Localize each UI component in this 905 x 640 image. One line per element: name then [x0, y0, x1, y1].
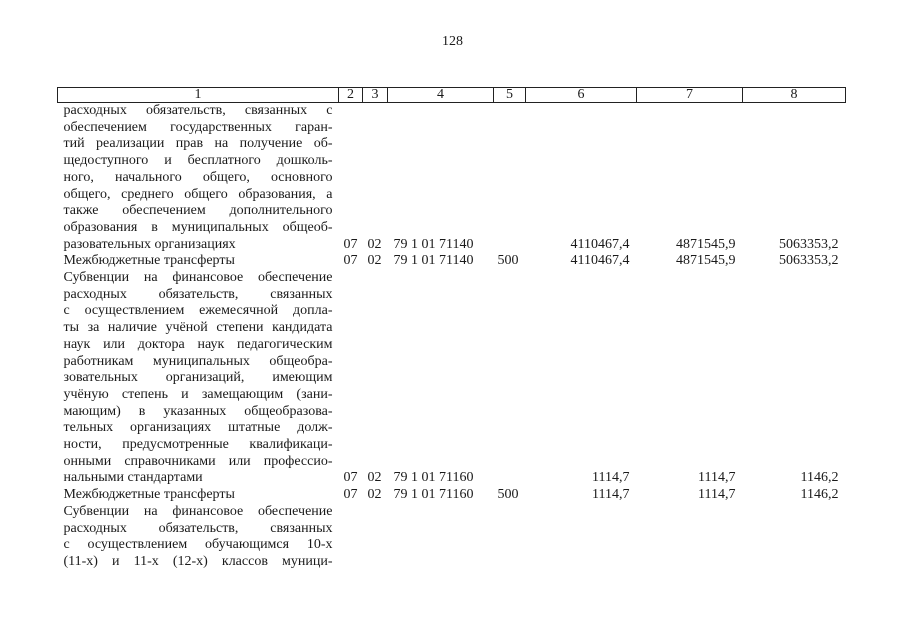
description-line: общего, среднего общего образования, а — [63, 186, 333, 202]
subsection-code: 02 — [367, 487, 382, 503]
description-line: Субвенции на финансовое обеспечение — [63, 503, 333, 519]
page-number: 128 — [442, 34, 463, 49]
expense-type-code — [494, 103, 526, 254]
description-line: ты за наличие учёной степени кандидата — [63, 320, 333, 336]
target-article-code: 79 1 01 71140 — [393, 253, 474, 269]
description-line: также обеспечением дополнительного — [63, 203, 333, 219]
description-line: расходных обязательств, связанных с — [63, 103, 333, 118]
amount-year-3: 1146,2 — [800, 487, 839, 503]
amount-year-2: 1114,7 — [698, 487, 736, 503]
description-line: расходных обязательств, связанных — [63, 520, 333, 536]
target-article-code: 79 1 01 71160 — [393, 470, 474, 486]
table-row — [58, 487, 846, 504]
description-line: Межбюджетные трансферты — [63, 487, 235, 503]
subsection-code — [363, 504, 388, 571]
target-article-code — [388, 504, 494, 571]
table-row — [58, 270, 846, 487]
row-description — [58, 253, 339, 270]
header-col-3: 3 — [363, 88, 388, 103]
budget-table — [57, 87, 846, 571]
row-description — [58, 103, 339, 254]
description-line: работникам муниципальных общеобра- — [63, 353, 333, 369]
header-col-6: 6 — [526, 88, 637, 103]
amount-year-1 — [526, 504, 637, 571]
header-col-5: 5 — [494, 88, 526, 103]
description-line: расходных обязательств, связанных — [63, 286, 333, 302]
description-line: Межбюджетные трансферты — [63, 253, 235, 269]
description-line: разовательных организациях — [63, 236, 236, 252]
amount-year-2: 4871545,9 — [676, 236, 736, 252]
table-row — [58, 103, 846, 254]
header-col-4: 4 — [388, 88, 494, 103]
expense-type-code: 500 — [497, 487, 519, 503]
description-line: тий реализации прав на получение об- — [63, 136, 333, 152]
header-col-2: 2 — [339, 88, 363, 103]
expense-type-code — [494, 270, 526, 487]
header-row — [58, 88, 846, 103]
subsection-code: 02 — [367, 236, 382, 252]
section-code — [339, 504, 363, 571]
description-line: тельных организациях штатные долж- — [63, 420, 333, 436]
amount-year-3: 1146,2 — [800, 470, 839, 486]
subsection-code: 02 — [367, 470, 382, 486]
amount-year-3: 5063353,2 — [779, 236, 839, 252]
header-col-1: 1 — [58, 88, 339, 103]
row-description — [58, 270, 339, 487]
subsection-code: 02 — [367, 253, 382, 269]
description-line: наук или доктора наук педагогическим — [63, 336, 333, 352]
description-line: с осуществлением обучающимся 10-х — [63, 537, 333, 553]
amount-year-3: 5063353,2 — [779, 253, 839, 269]
amount-year-1: 4110467,4 — [570, 236, 630, 252]
description-line: щедоступного и бесплатного дошколь- — [63, 153, 333, 169]
target-article-code: 79 1 01 71140 — [393, 236, 474, 252]
header-col-8: 8 — [743, 88, 846, 103]
description-line: (11-х) и 11-х (12-х) классов муници- — [63, 553, 333, 569]
row-description — [58, 487, 339, 504]
section-code: 07 — [343, 236, 358, 252]
amount-year-1: 1114,7 — [592, 470, 630, 486]
table-body — [58, 103, 846, 571]
description-line: учёную степень и замещающим (зани- — [63, 386, 333, 402]
table-row — [58, 253, 846, 270]
expense-type-code — [494, 504, 526, 571]
description-line: ного, начального общего, основного — [63, 169, 333, 185]
amount-year-2: 4871545,9 — [676, 253, 736, 269]
section-code: 07 — [343, 470, 358, 486]
amount-year-2 — [637, 504, 743, 571]
description-line: мающим) в указанных общеобразова- — [63, 403, 333, 419]
description-line: зовательных организаций, имеющим — [63, 370, 333, 386]
description-line: образования в муниципальных общеоб- — [63, 219, 333, 235]
amount-year-3 — [743, 504, 846, 571]
description-line: ности, предусмотренные квалификаци- — [63, 437, 333, 453]
description-line: онными справочниками или профессио- — [63, 453, 333, 469]
amount-year-1: 4110467,4 — [570, 253, 630, 269]
header-col-7: 7 — [637, 88, 743, 103]
amount-year-2: 1114,7 — [698, 470, 736, 486]
description-line: обеспечением государственных гаран- — [63, 119, 333, 135]
expense-type-code: 500 — [497, 253, 519, 269]
amount-year-1: 1114,7 — [592, 487, 630, 503]
section-code: 07 — [343, 253, 358, 269]
description-line: Субвенции на финансовое обеспечение — [63, 270, 333, 286]
table-row — [58, 504, 846, 571]
description-line: нальными стандартами — [63, 470, 203, 486]
section-code: 07 — [343, 487, 358, 503]
row-description — [58, 504, 339, 571]
target-article-code: 79 1 01 71160 — [393, 487, 474, 503]
description-line: с осуществлением ежемесячной допла- — [63, 303, 333, 319]
